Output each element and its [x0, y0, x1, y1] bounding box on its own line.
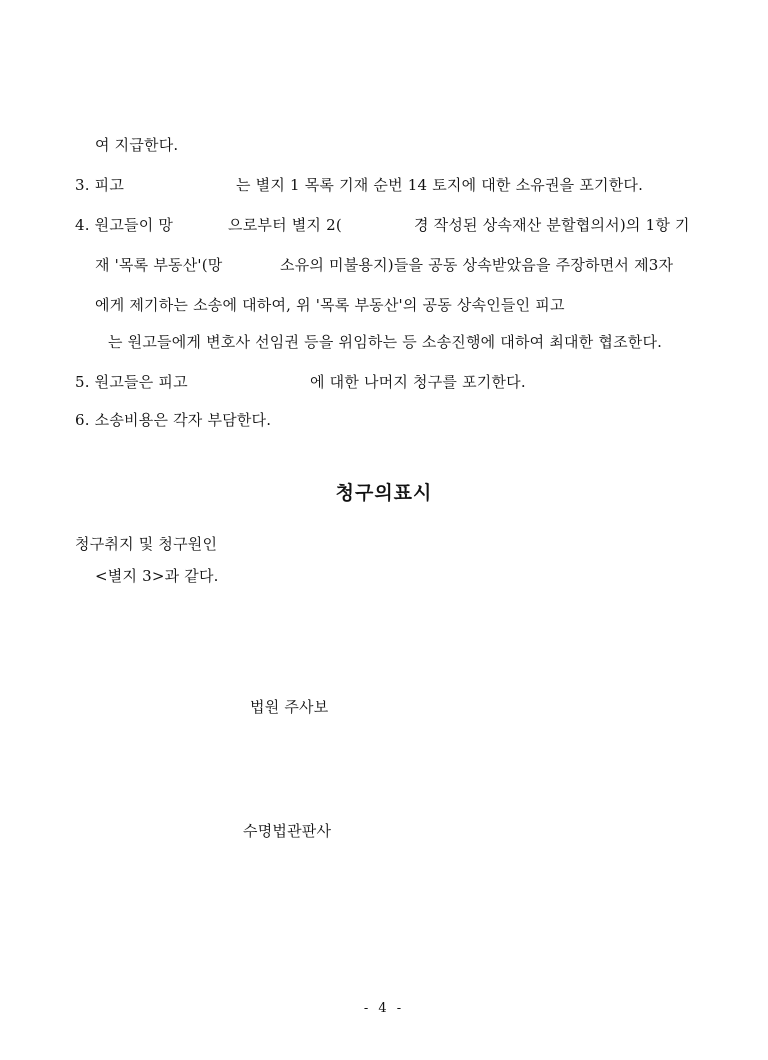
claim-reference [95, 566, 219, 586]
text: <별지 3>과 같다. [95, 567, 219, 585]
judge-signature-label [243, 821, 331, 841]
text: 에게 제기하는 소송에 대하여, 위 '목록 부동산'의 공동 상속인들인 피고 [95, 296, 565, 314]
item-6 [75, 410, 271, 430]
text: 6. 소송비용은 각자 부담한다. [75, 411, 272, 429]
claim-heading [75, 534, 217, 554]
item-4-text-a: 으로부터 별지 2( [228, 216, 342, 234]
item-4-cont-2 [95, 295, 565, 315]
clerk-signature-label [250, 697, 328, 717]
item-4-cont-1-b: 소유의 미불용지)들을 공동 상속받았음을 주장하면서 제3자 [280, 256, 674, 274]
item-4-text-b: 경 작성된 상속재산 분할협의서)의 1항 기 [414, 216, 690, 234]
item-3-text: 는 별지 1 목록 기재 순번 14 토지에 대한 소유권을 포기한다. [236, 176, 644, 194]
text: 수명법관판사 [243, 822, 332, 840]
text-line [95, 135, 178, 155]
page-number: - 4 - [363, 1001, 405, 1016]
text: 법원 주사보 [250, 698, 329, 716]
item-3-label: 3. 피고 [75, 176, 125, 194]
item-5-text: 에 대한 나머지 청구를 포기한다. [310, 373, 526, 391]
text: 청구취지 및 청구원인 [75, 535, 218, 553]
item-5-label: 5. 원고들은 피고 [75, 373, 188, 391]
item-4-label: 4. 원고들이 망 [75, 216, 174, 234]
item-4-cont-1-a: 재 '목록 부동산'(망 [95, 256, 223, 274]
text: 는 원고들에게 변호사 선임권 등을 위임하는 등 소송진행에 대하여 최대한 협조한다. [108, 333, 663, 351]
item-4-cont-3 [108, 332, 662, 352]
text: 여 지급한다. [95, 136, 179, 154]
section-title: 청구의표시 [335, 482, 433, 504]
